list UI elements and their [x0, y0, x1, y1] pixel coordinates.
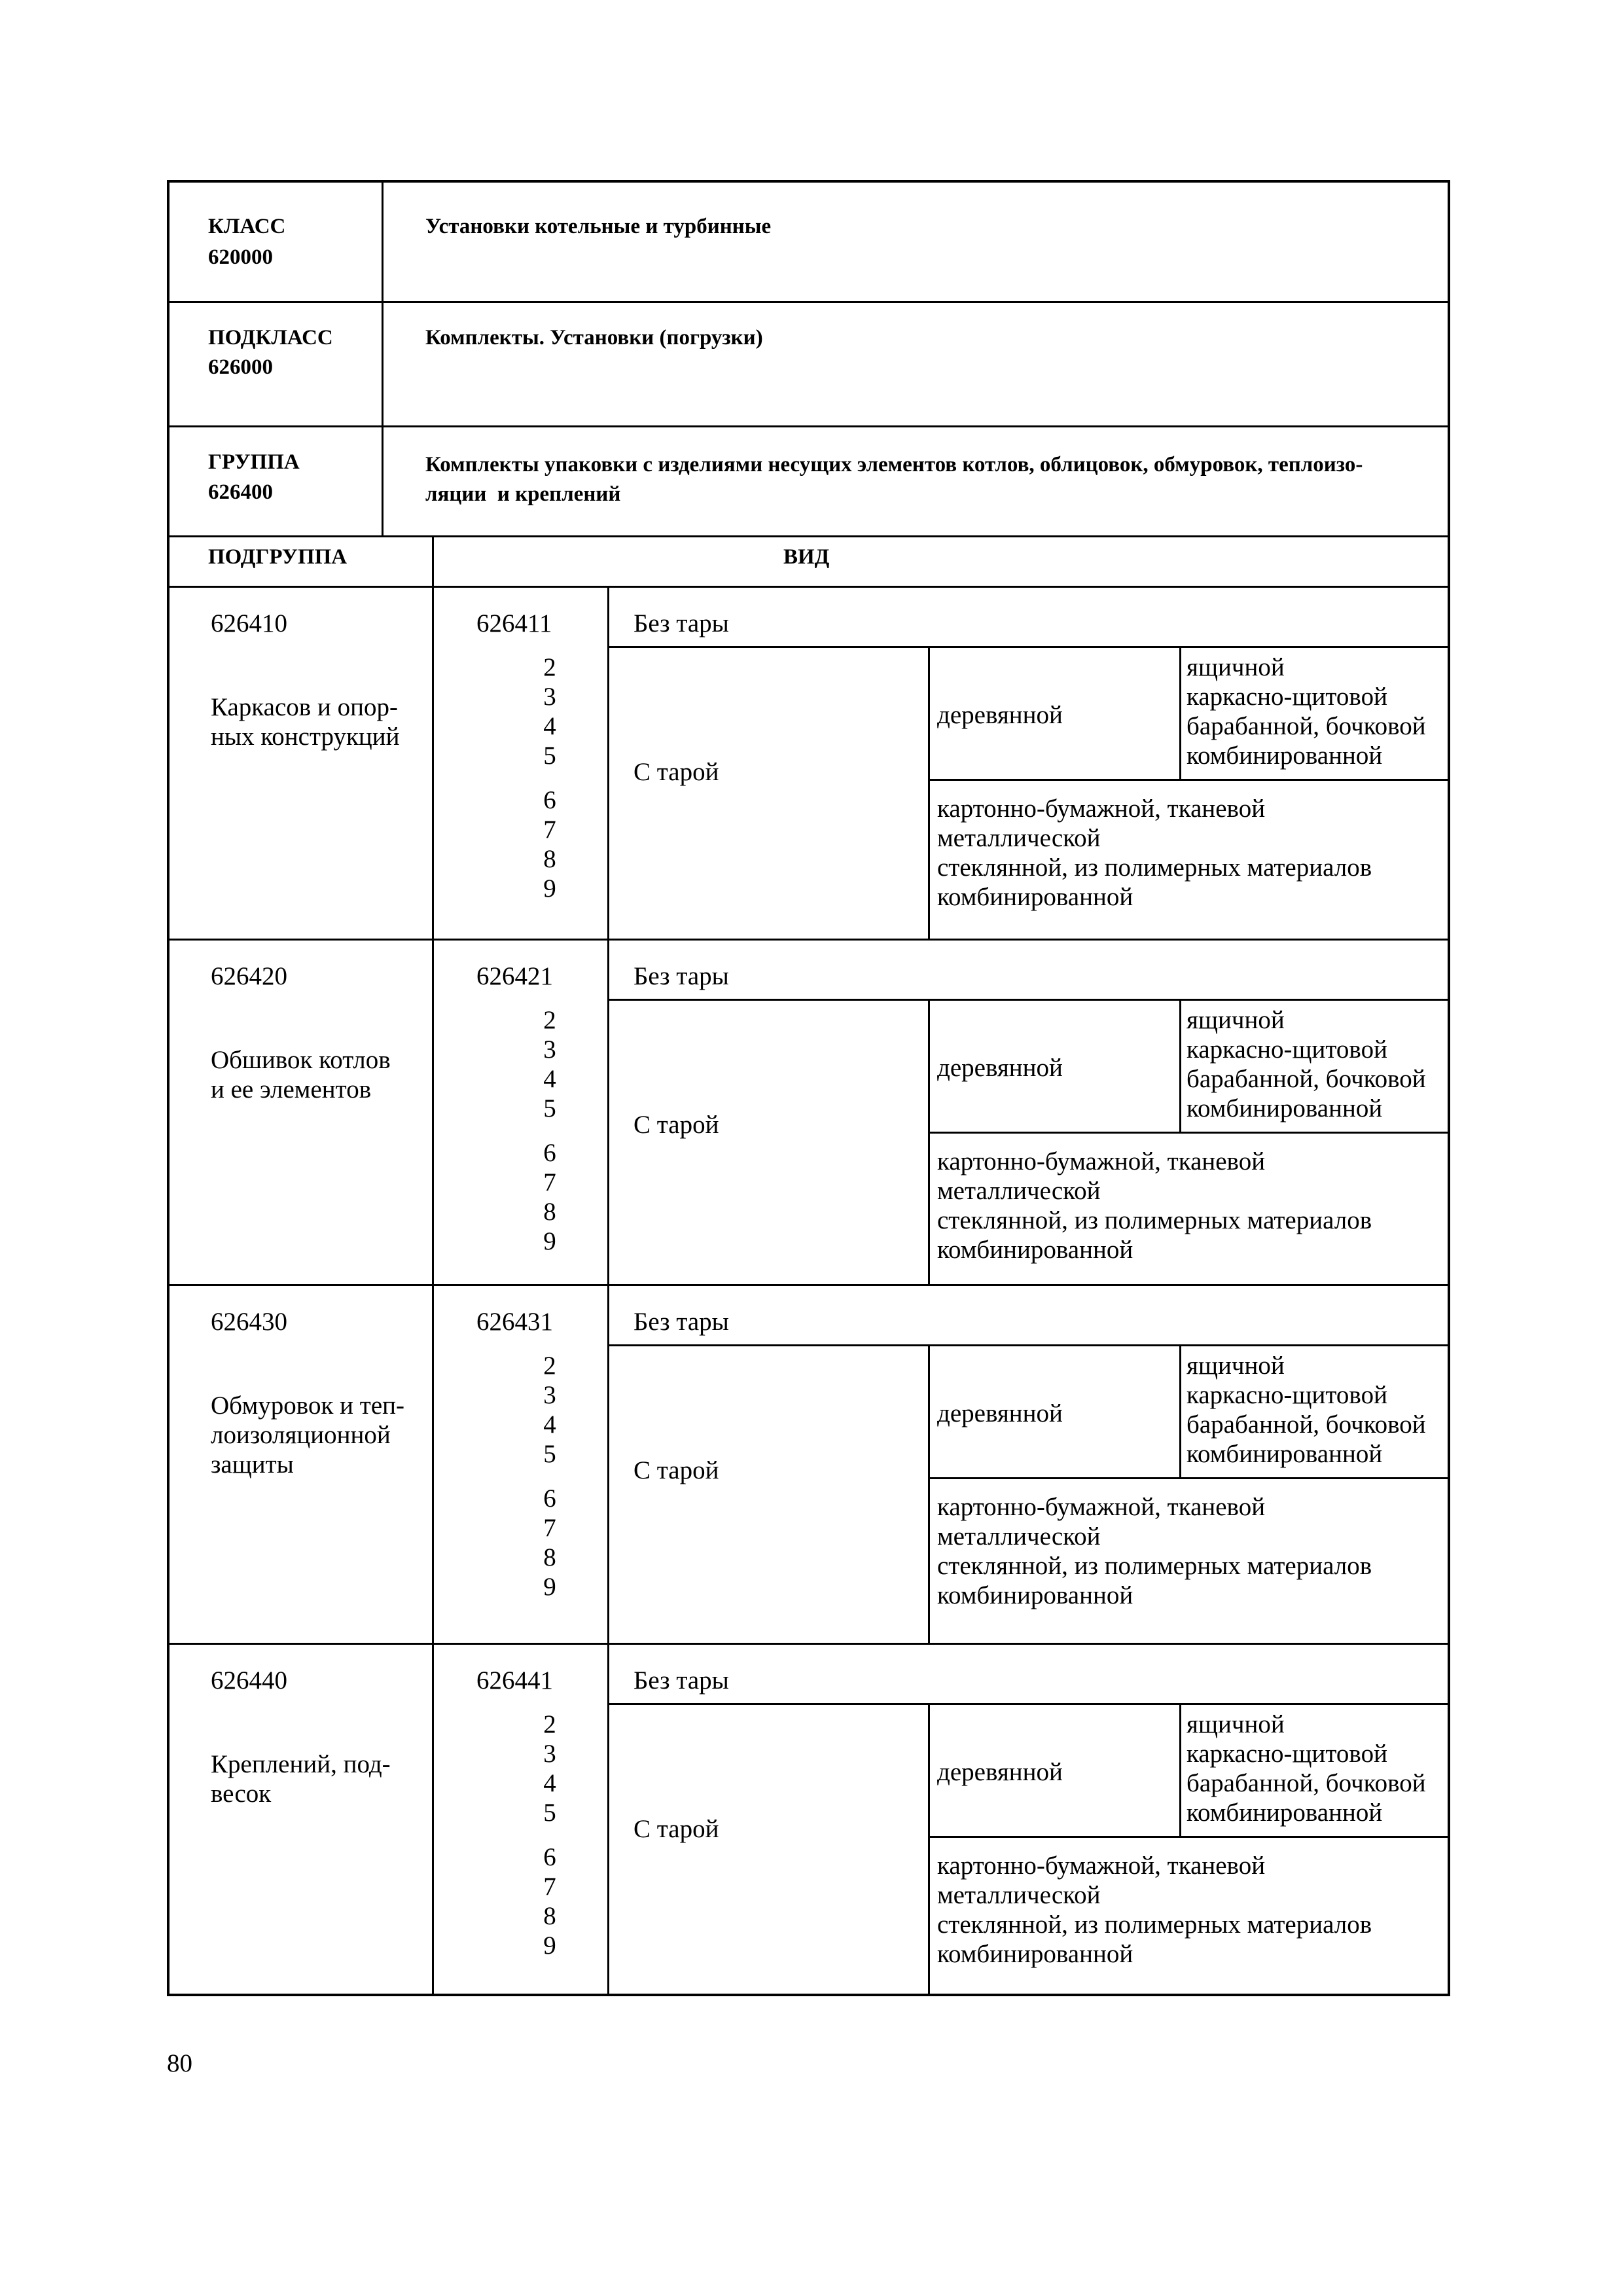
bez-tary-divider — [607, 1703, 1450, 1705]
s-taroy-col-divider — [928, 1344, 930, 1643]
wooden-label: деревянной — [937, 1758, 1063, 1786]
wooden-types-list: ящичной каркасно-щитовой барабанной, бочковой комбинированной — [1186, 1006, 1426, 1122]
wooden-label: деревянной — [937, 1399, 1063, 1427]
s-taroy-col-divider — [928, 646, 930, 939]
bez-tary-label: Без тары — [633, 609, 729, 637]
vid-digits-other: 6 7 8 9 — [543, 1484, 556, 1601]
other-types-list: картонно-бумажной, тканевой металлической стеклянной, из полимерных материалов комбинированной — [937, 1493, 1372, 1609]
s-taroy-label: С тарой — [633, 758, 719, 786]
row-divider — [167, 939, 1450, 941]
subgroup-name: Обшивок котлов и ее элементов — [211, 1046, 391, 1103]
other-types-list: картонно-бумажной, тканевой металлической стеклянной, из полимерных материалов комбинированной — [937, 1852, 1372, 1968]
col-divider-podgruppa — [432, 535, 434, 1996]
vid-digits-wooden: 2 3 4 5 — [543, 653, 556, 770]
subgroup-code: 626410 — [211, 609, 287, 637]
vid-digits-wooden: 2 3 4 5 — [543, 1352, 556, 1468]
table-border-top — [167, 180, 1449, 183]
wooden-col-divider — [1179, 999, 1181, 1132]
vid-code: 626431 — [476, 1308, 553, 1336]
bez-tary-label: Без тары — [633, 962, 729, 990]
other-types-list: картонно-бумажной, тканевой металлической стеклянной, из полимерных материалов комбинированной — [937, 1147, 1372, 1264]
header-col-divider — [382, 180, 383, 537]
s-taroy-label: С тарой — [633, 1456, 719, 1484]
s-taroy-col-divider — [928, 1703, 930, 1994]
bez-tary-divider — [607, 999, 1450, 1001]
wooden-col-divider — [1179, 1344, 1181, 1477]
wooden-divider — [928, 1836, 1450, 1838]
wooden-types-list: ящичной каркасно-щитовой барабанной, бочковой комбинированной — [1186, 653, 1426, 770]
header-divider-1 — [167, 301, 1449, 303]
table-border-right — [1448, 180, 1450, 1996]
subgroup-name: Каркасов и опор- ных конструкций — [211, 693, 400, 751]
wooden-label: деревянной — [937, 1054, 1063, 1082]
wooden-col-divider — [1179, 1703, 1181, 1836]
wooden-divider — [928, 1132, 1450, 1134]
podklass-label: ПОДКЛАСС — [208, 326, 333, 350]
s-taroy-col-divider — [928, 999, 930, 1284]
vid-digits-other: 6 7 8 9 — [543, 1139, 556, 1255]
subgroup-name: Обмуровок и теп- лоизоляционной защиты — [211, 1391, 404, 1479]
table-border-bottom — [167, 1994, 1450, 1996]
wooden-types-list: ящичной каркасно-щитовой барабанной, бочковой комбинированной — [1186, 1352, 1426, 1468]
table-border-left — [167, 180, 169, 1995]
vid-digits-other: 6 7 8 9 — [543, 786, 556, 903]
header-divider-3 — [167, 535, 1449, 537]
subgroup-name: Креплений, под- весок — [211, 1750, 391, 1808]
vid-digits-other: 6 7 8 9 — [543, 1843, 556, 1960]
other-types-list: картонно-бумажной, тканевой металлической стеклянной, из полимерных материалов комбинированной — [937, 795, 1372, 911]
wooden-label: деревянной — [937, 701, 1063, 729]
podgruppa-label: ПОДГРУППА — [208, 545, 348, 569]
wooden-types-list: ящичной каркасно-щитовой барабанной, бочковой комбинированной — [1186, 1710, 1426, 1827]
gruppa-code: 626400 — [208, 480, 273, 504]
vid-label: ВИД — [783, 545, 830, 569]
bez-tary-divider — [607, 1344, 1450, 1346]
gruppa-title: Комплекты упаковки с изделиями несущих элементов котлов, облицовок, обмуровок, теплоизо- ляции и креплений — [425, 453, 1363, 506]
podklass-code: 626000 — [208, 355, 273, 379]
bez-tary-label: Без тары — [633, 1666, 729, 1695]
s-taroy-label: С тарой — [633, 1111, 719, 1139]
klass-label: КЛАСС — [208, 215, 286, 238]
subgroup-code: 626420 — [211, 962, 287, 990]
klass-title: Установки котельные и турбинные — [425, 215, 772, 238]
bez-tary-divider — [607, 646, 1450, 648]
vid-code: 626441 — [476, 1666, 553, 1695]
row-divider — [167, 1643, 1450, 1645]
header-divider-2 — [167, 425, 1449, 427]
wooden-divider — [928, 1477, 1450, 1479]
vid-digits-wooden: 2 3 4 5 — [543, 1710, 556, 1827]
gruppa-label: ГРУППА — [208, 450, 300, 474]
vid-digits-wooden: 2 3 4 5 — [543, 1006, 556, 1122]
wooden-col-divider — [1179, 646, 1181, 779]
row-divider — [167, 1284, 1450, 1286]
vid-code: 626421 — [476, 962, 553, 990]
header-divider-4 — [167, 586, 1449, 588]
vid-code: 626411 — [476, 609, 552, 637]
subgroup-code: 626440 — [211, 1666, 287, 1695]
podklass-title: Комплекты. Установки (погрузки) — [425, 326, 763, 350]
col-divider-digits — [607, 586, 609, 1996]
subgroup-code: 626430 — [211, 1308, 287, 1336]
s-taroy-label: С тарой — [633, 1815, 719, 1843]
page-number: 80 — [167, 2049, 192, 2077]
klass-code: 620000 — [208, 245, 273, 269]
wooden-divider — [928, 779, 1450, 781]
bez-tary-label: Без тары — [633, 1308, 729, 1336]
